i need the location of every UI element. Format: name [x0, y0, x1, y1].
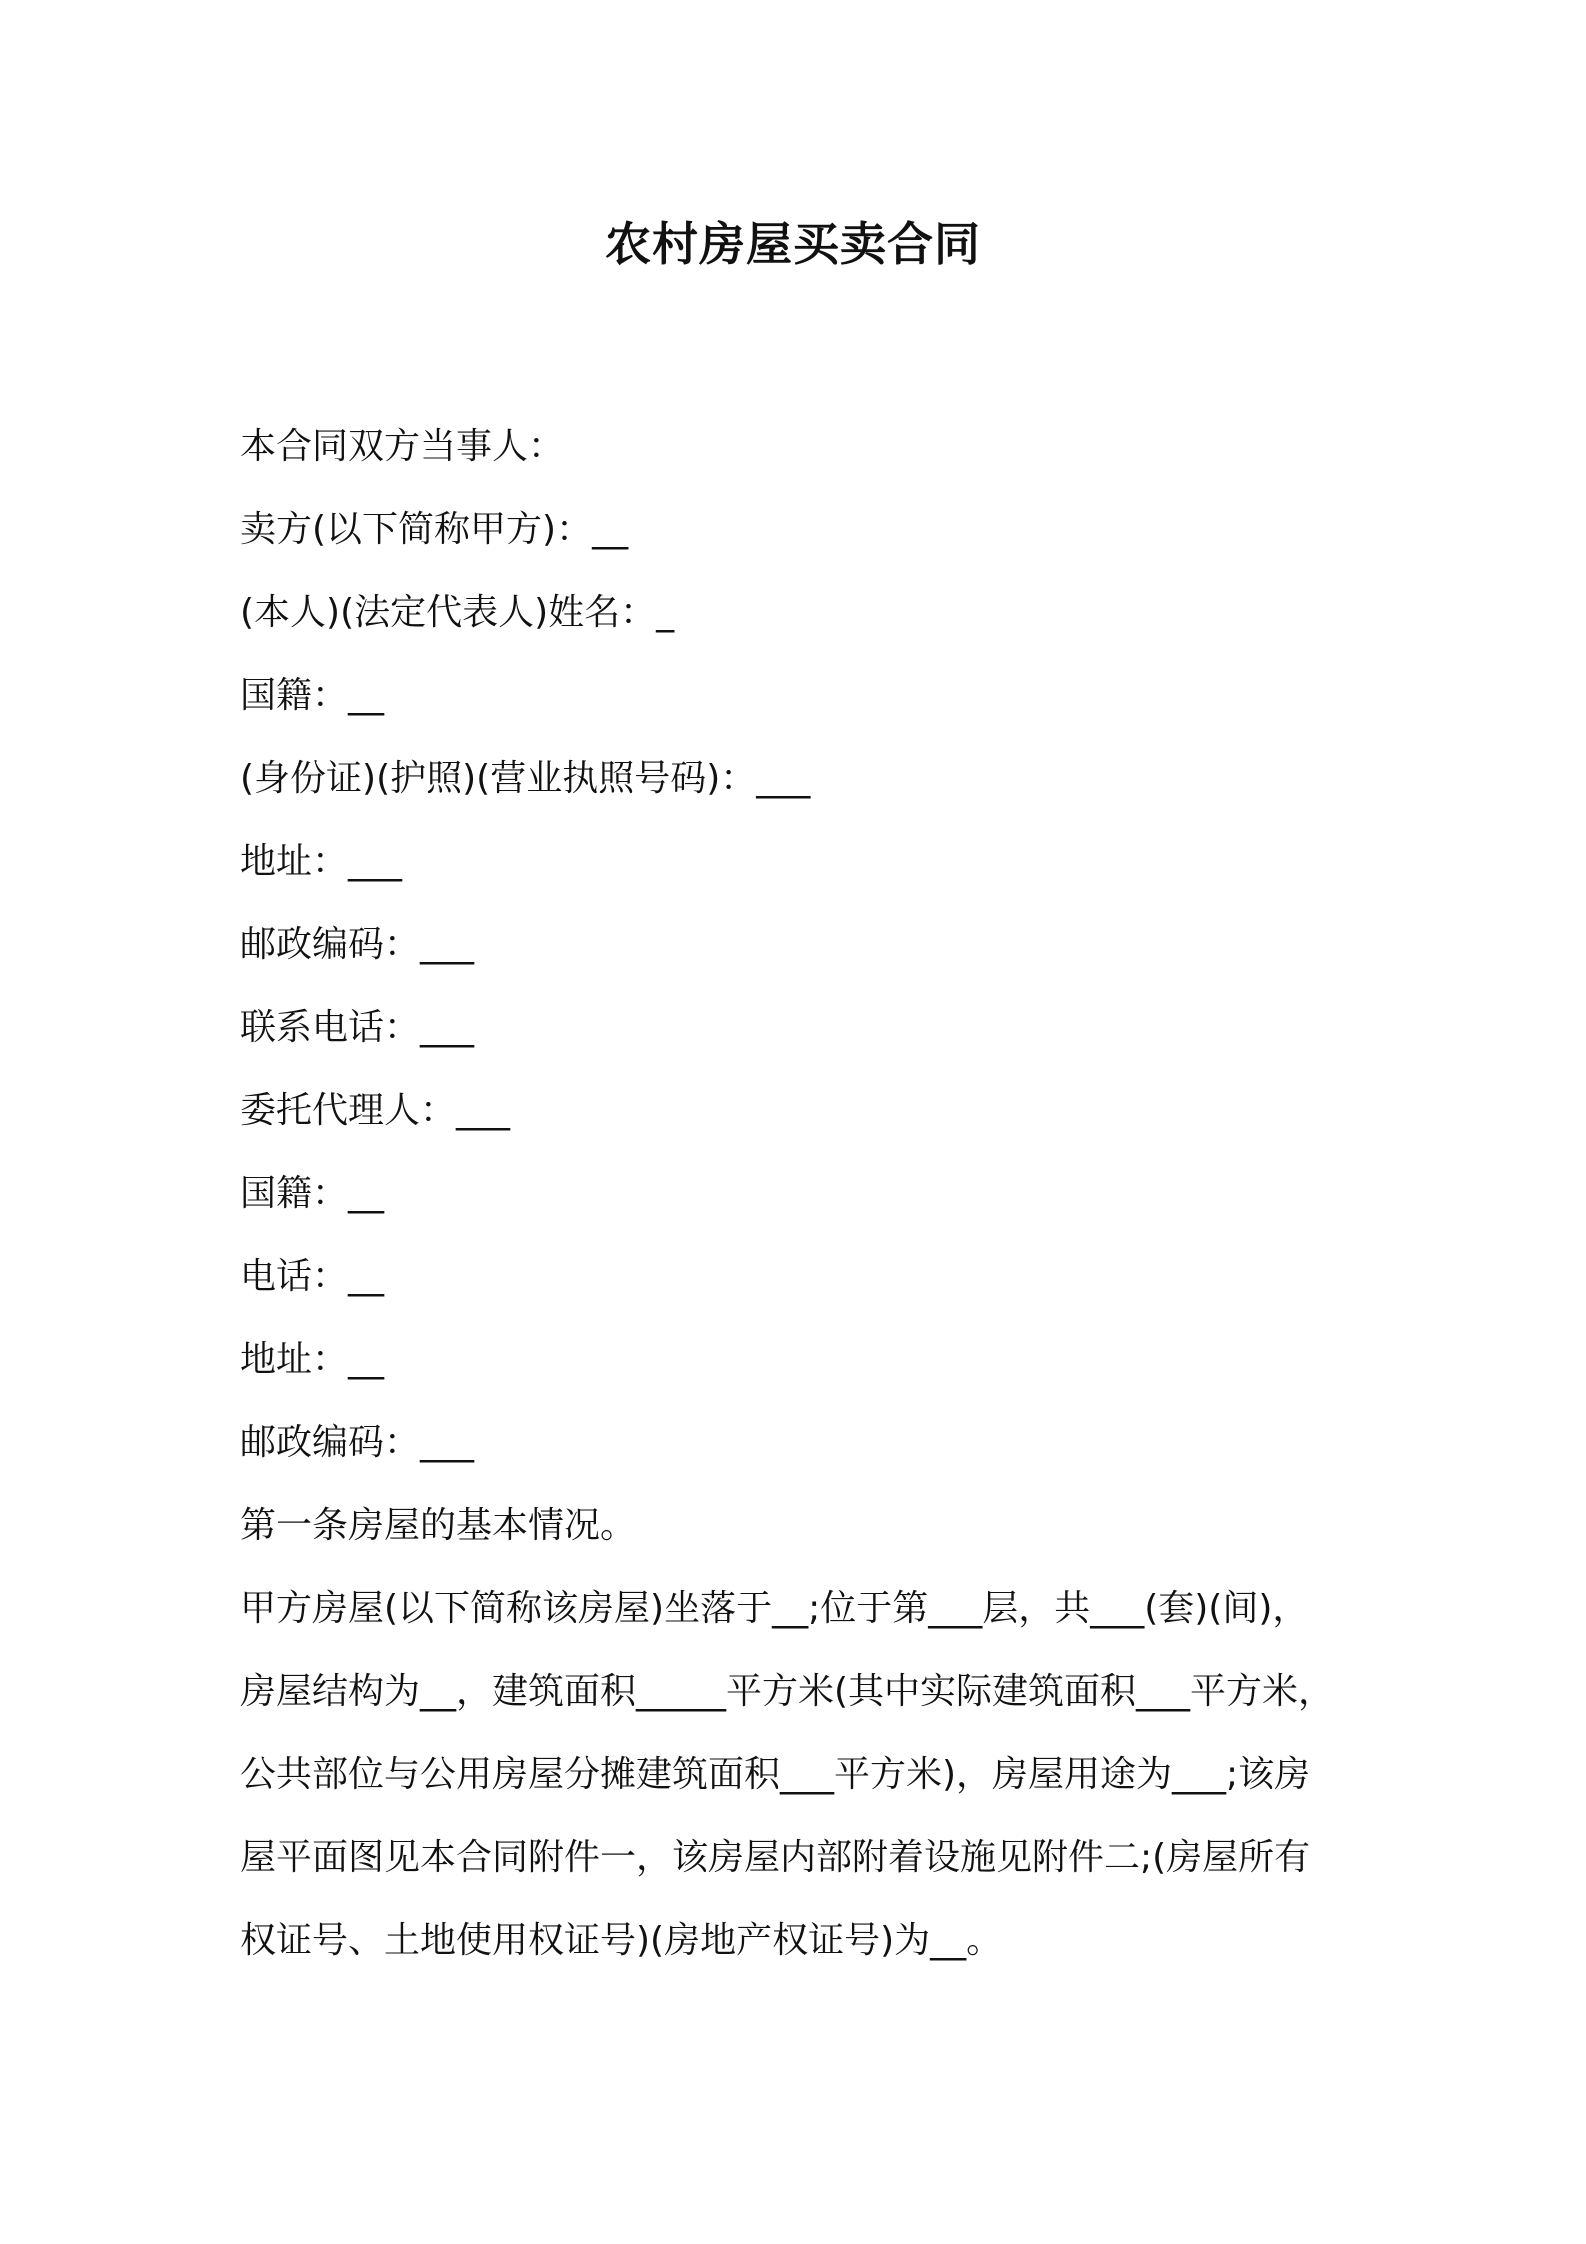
- document-title: 农村房屋买卖合同: [605, 217, 981, 271]
- paragraph-line: 屋平面图见本合同附件一，该房屋内部附着设施见附件二;(房屋所有: [240, 1837, 1311, 1878]
- document-body: [240, 405, 1380, 1982]
- article-one-paragraph: [240, 1567, 1380, 1982]
- seller-phone-field: 联系电话：___: [240, 1007, 475, 1048]
- agent-phone-field: 电话：__: [240, 1256, 385, 1297]
- seller-id-number-field: (身份证)(护照)(营业执照号码)：___: [240, 758, 811, 799]
- article-one-heading: 第一条房屋的基本情况。: [240, 1505, 637, 1546]
- seller-address-field: 地址：___: [240, 841, 403, 882]
- paragraph-line: 权证号、土地使用权证号)(房地产权证号)为__。: [240, 1920, 1003, 1961]
- seller-field: 卖方(以下简称甲方)：__: [240, 509, 629, 550]
- paragraph-line: 房屋结构为__，建筑面积_____平方米(其中实际建筑面积___平方米，: [240, 1671, 1335, 1712]
- parties-heading: 本合同双方当事人：: [240, 426, 565, 467]
- seller-postcode-field: 邮政编码：___: [240, 924, 475, 965]
- agent-nationality-field: 国籍：__: [240, 1173, 385, 1214]
- agent-postcode-field: 邮政编码：___: [240, 1422, 475, 1463]
- paragraph-line: 公共部位与公用房屋分摊建筑面积___平方米)，房屋用途为___;该房: [240, 1754, 1311, 1795]
- agent-field: 委托代理人：___: [240, 1090, 511, 1131]
- seller-name-field: (本人)(法定代表人)姓名：_: [240, 592, 675, 633]
- seller-nationality-field: 国籍：__: [240, 675, 385, 716]
- paragraph-line: 甲方房屋(以下简称该房屋)坐落于__;位于第___层，共___(套)(间)，: [240, 1588, 1309, 1629]
- agent-address-field: 地址：__: [240, 1339, 385, 1380]
